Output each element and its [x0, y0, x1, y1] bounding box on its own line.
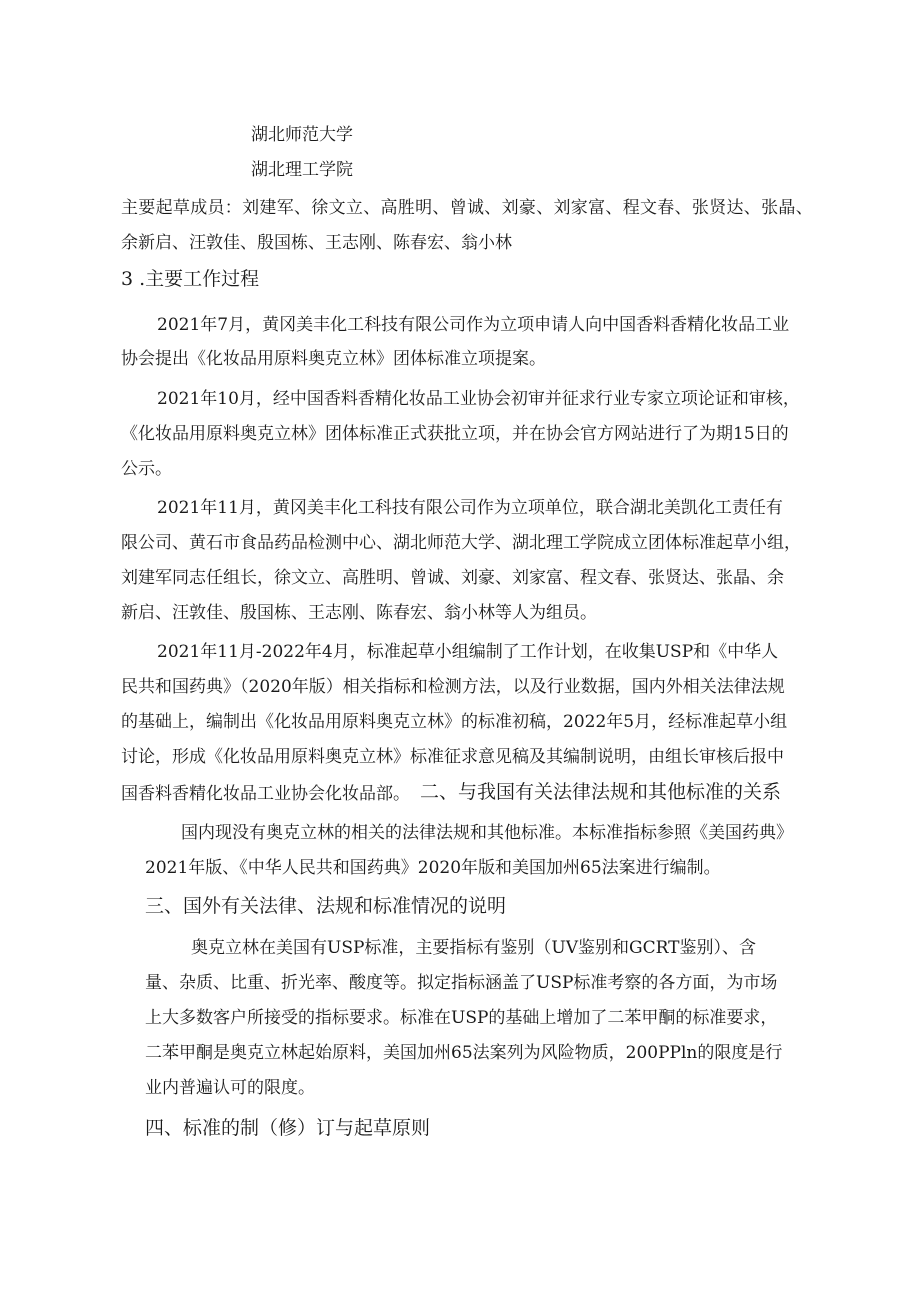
- paragraph-line: 国香料香精化妆品工业协会化妆品部。: [121, 784, 410, 804]
- paragraph-line: 《化妆品用原料奥克立林》团体标准正式获批立项，并在协会官方网站进行了为期15日的: [121, 424, 789, 444]
- paragraph-line: 2021年11月-2022年4月，标准起草小组编制了工作计划，在收集USP和《中华人: [157, 642, 779, 662]
- drafting-unit: 湖北理工学院: [251, 160, 353, 180]
- section-heading: 二、与我国有关法律法规和其他标准的关系: [420, 781, 782, 803]
- paragraph-line: 2021年11月，黄冈美丰化工科技有限公司作为立项单位，联合湖北美凯化工责任有: [157, 498, 783, 518]
- drafting-unit: 湖北师范大学: [251, 125, 353, 145]
- paragraph-line: 2021年7月，黄冈美丰化工科技有限公司作为立项申请人向中国香料香精化妆品工业: [157, 315, 790, 335]
- paragraph-line: 限公司、黄石市食品药品检测中心、湖北师范大学、湖北理工学院成立团体标准起草小组，: [121, 533, 801, 553]
- paragraph-line: 国内现没有奥克立林的相关的法律法规和其他标准。本标准指标参照《美国药典》: [181, 823, 793, 843]
- paragraph-line: 讨论，形成《化妆品用原料奥克立林》标准征求意见稿及其编制说明，由组长审核后报中: [121, 747, 784, 767]
- paragraph-line: 2021年版、《中华人民共和国药典》2020年版和美国加州65法案进行编制。: [145, 858, 721, 878]
- paragraph-line: 民共和国药典》（2020年版）相关指标和检测方法，以及行业数据，国内外相关法律法规: [121, 677, 785, 697]
- paragraph-line: 上大多数客户所接受的指标要求。标准在USP的基础上增加了二苯甲酮的标准要求，: [145, 1008, 778, 1028]
- section-heading: 四、标准的制（修）订与起草原则: [145, 1117, 431, 1139]
- paragraph-line: 新启、汪敦佳、殷国栋、王志刚、陈春宏、翁小林等人为组员。: [121, 603, 597, 623]
- paragraph-line: 奥克立林在美国有USP标准，主要指标有鉴别（UV鉴别和GCRT鉴别）、含: [191, 938, 756, 958]
- paragraph-line: 2021年10月，经中国香料香精化妆品工业协会初审并征求行业专家立项论证和审核，: [157, 389, 800, 409]
- members-line: 余新启、汪敦佳、殷国栋、王志刚、陈春宏、翁小林: [121, 233, 512, 253]
- paragraph-line: 的基础上，编制出《化妆品用原料奥克立林》的标准初稿，2022年5月，经标准起草小组: [121, 712, 788, 732]
- section-heading: 三、国外有关法律、法规和标准情况的说明: [145, 895, 507, 917]
- paragraph-line: 协会提出《化妆品用原料奥克立林》团体标准立项提案。: [121, 349, 546, 369]
- paragraph-line: 量、杂质、比重、折光率、酸度等。拟定指标涵盖了USP标准考察的各方面，为市场: [145, 973, 778, 993]
- paragraph-line: 业内普遍认可的限度。: [145, 1078, 315, 1098]
- section-heading: 3 .主要工作过程: [121, 268, 260, 290]
- paragraph-line: 公示。: [121, 459, 172, 479]
- paragraph-line: 二苯甲酮是奥克立林起始原料，美国加州65法案列为风险物质，200PPln的限度是行: [145, 1043, 783, 1063]
- paragraph-line: 刘建军同志任组长，徐文立、高胜明、曾诚、刘豪、刘家富、程文春、张贤达、张晶、余: [121, 568, 784, 588]
- members-line: 主要起草成员：刘建军、徐文立、高胜明、曾诚、刘豪、刘家富、程文春、张贤达、张晶、: [121, 198, 813, 218]
